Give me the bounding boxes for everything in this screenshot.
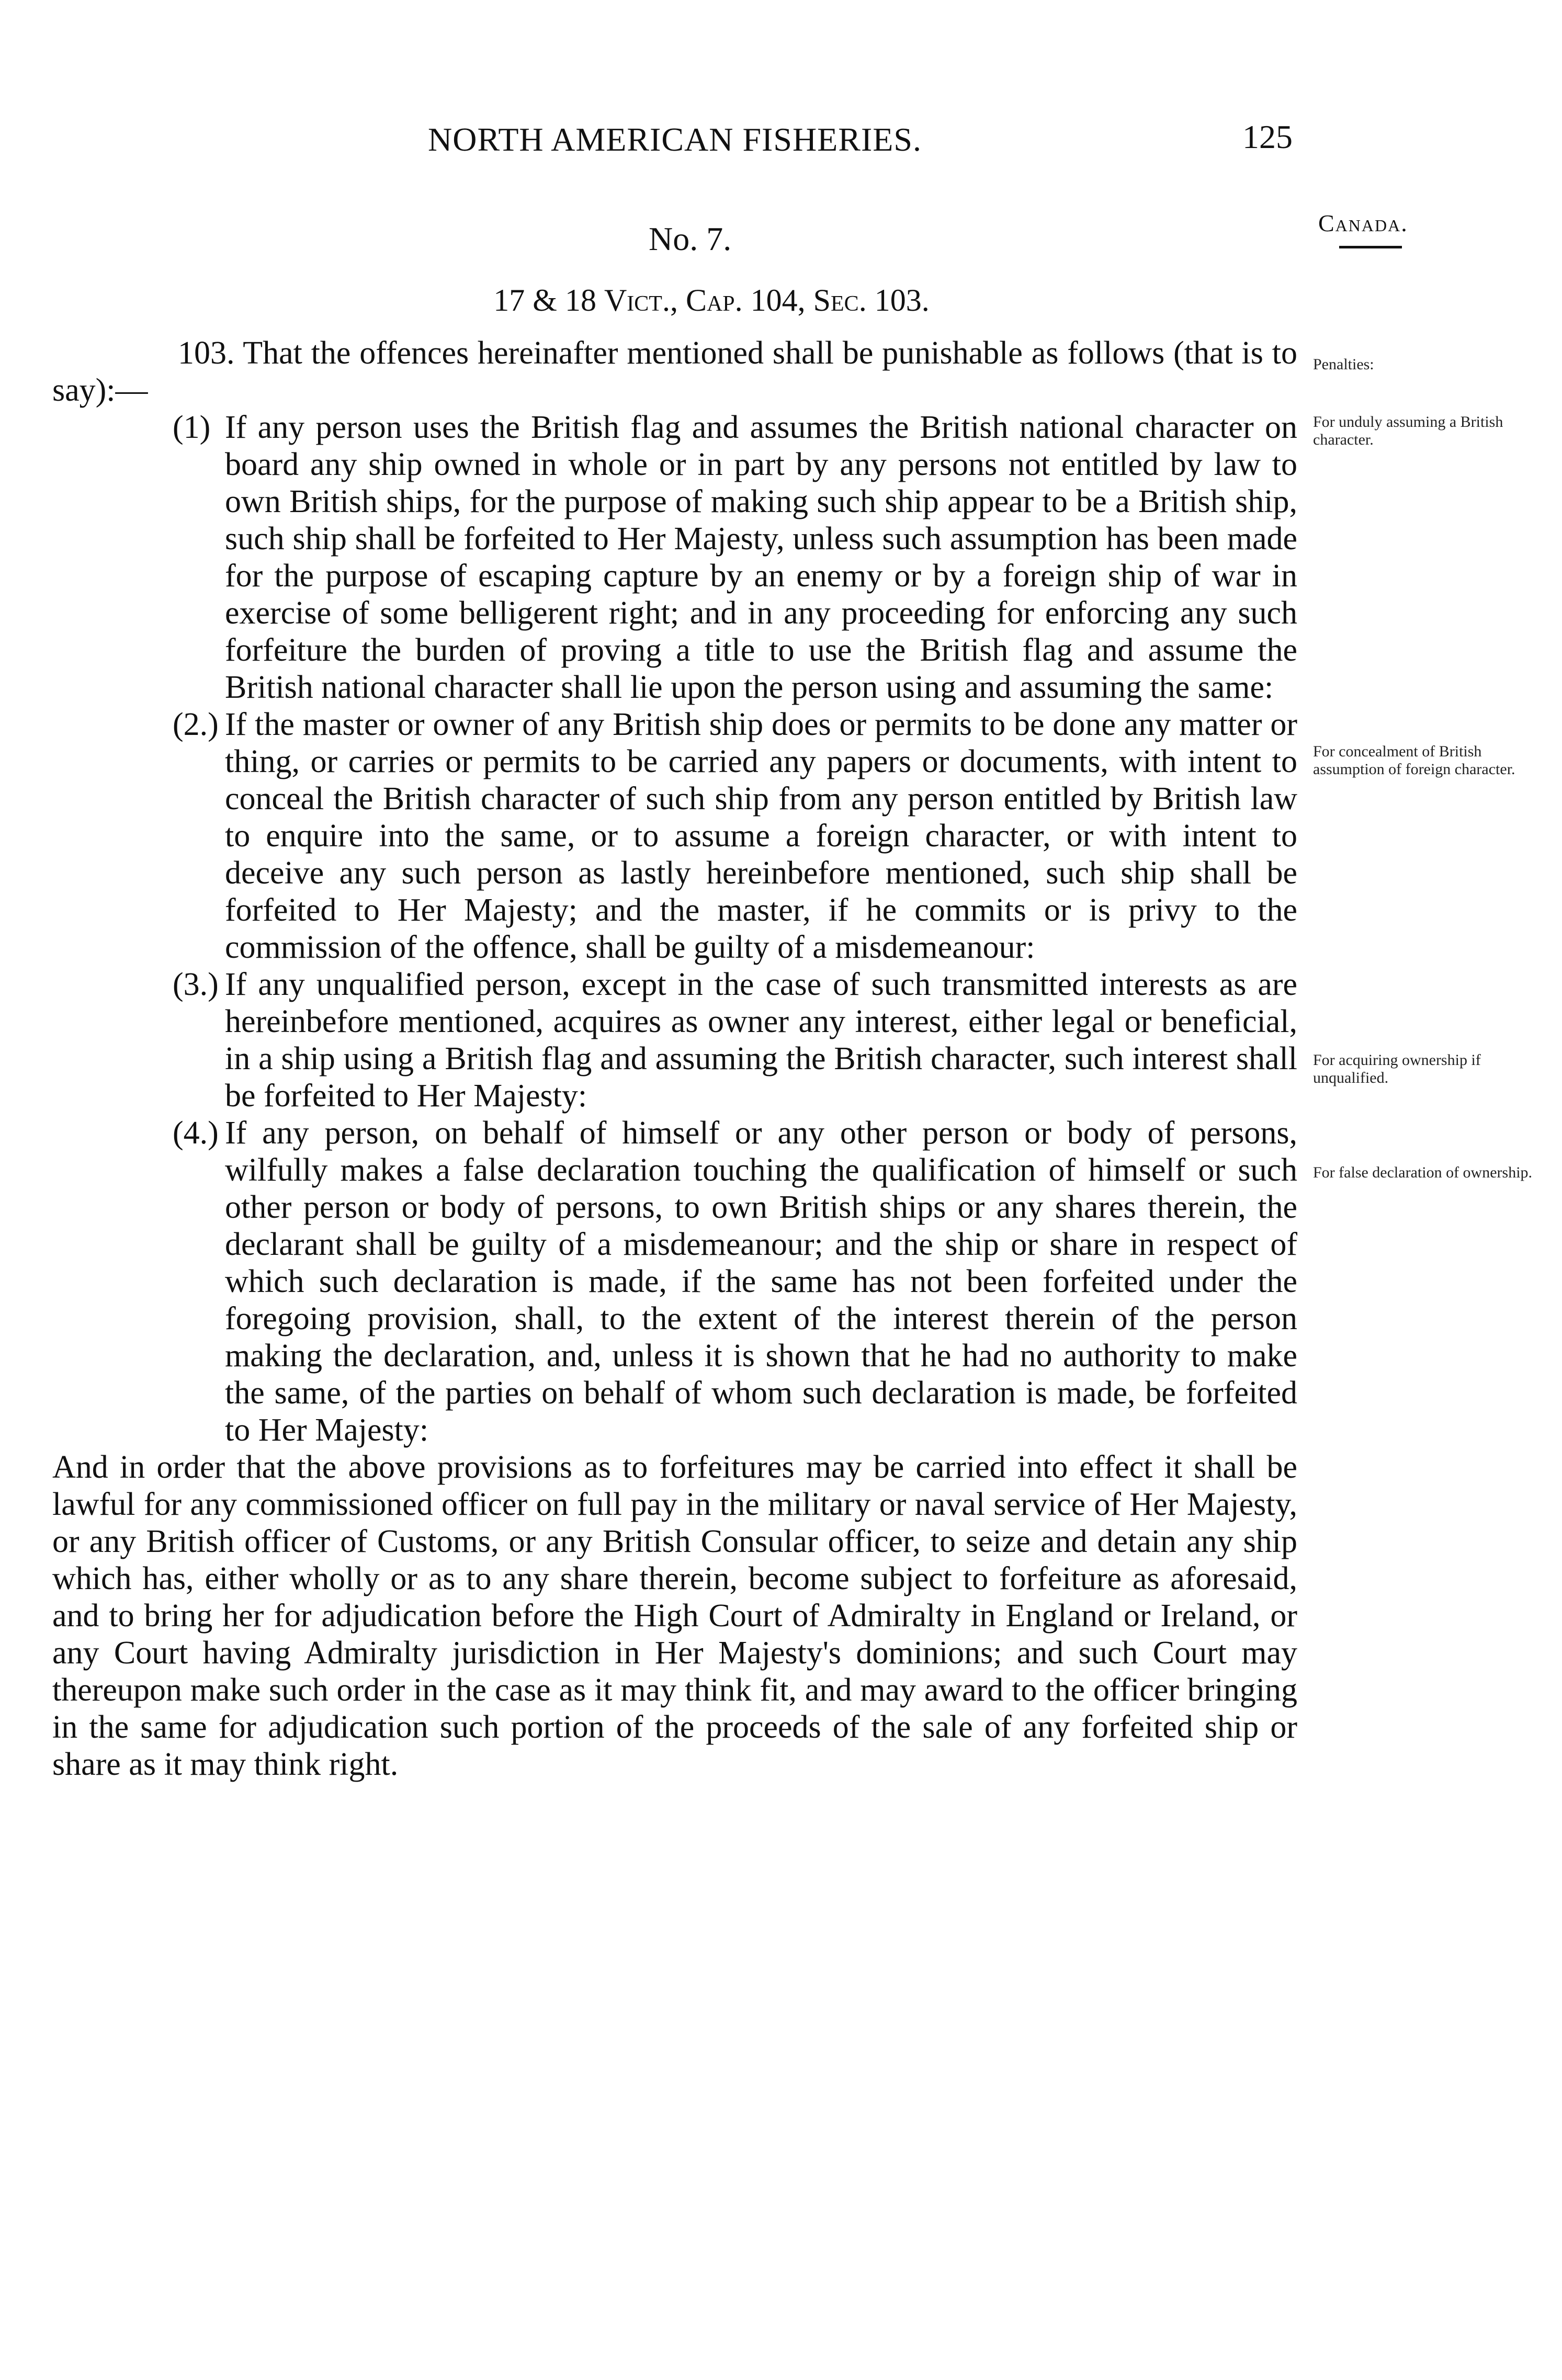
page-number: 125 [1242, 118, 1293, 155]
country-label: Canada. [1318, 210, 1408, 236]
statute-vict: Vict. [604, 283, 670, 318]
margin-note-british-character: For unduly assuming a British character. [1313, 413, 1503, 448]
margin-note-ownership: For acquiring ownership if unqualified. [1313, 1051, 1481, 1086]
item-text: If any person, on behalf of himself or any other person or body of persons, wilfully makes a false declaration touching the qualification of himself or such other person or body of persons, to own British ships or any shares therein, the declarant shall be guilty of a misdemeanour; and the ship or share in respect of which such declaration is made, if the same has not been forfeited under the foregoing provision, shall, to the extent of the interest therein of the person making the declaration, and, unless it is shown that he had no authority to make the same, of the parties on behalf of whom such declaration is made, be forfeited to Her Majesty: [225, 1115, 1297, 1448]
item-text: If any person uses the British flag and assumes the British national character on board any ship owned in whole or in part by any persons not entitled by law to own British ships, for the purpose of making such ship appear to be a British ship, such ship shall be forfeited to Her Majesty, unless such assumption has been made for the purpose of escaping capture by an enemy or by a foreign ship of war in exercise of some belligerent right; and in any proceeding for enforcing any such forfeiture the burden of proving a title to use the British flag and assume the British national character shall lie upon the person using and assuming the same: [225, 410, 1297, 705]
statute-rest: , Cap. 104, Sec. 103. [670, 283, 930, 318]
item-number: (1) [173, 410, 211, 445]
document-number: No. 7. [649, 220, 732, 257]
item-number: (3.) [173, 967, 219, 1002]
section-item-3 [52, 966, 1297, 1115]
section-item-1 [52, 409, 1297, 706]
section-final-paragraph: And in order that the above provisions as to forfeitures may be carried into effect it shall be lawful for any commissioned officer on full pay in the military or naval service of Her Majesty, or any British officer of Customs, or any British Consular officer, to seize and detain any ship which has, either wholly or as to any share therein, become subject to forfeiture as aforesaid, and to bring her for adjudication before the High Court of Admiralty in England or Ireland, or any Court having Admiralty jurisdiction in Her Majesty's dominions; and such Court may thereupon make such order in the case as it may think fit, and may award to the officer bringing in the same for adjudication such portion of the proceeds of the sale of any forfeited ship or share as it may think right. [52, 1449, 1297, 1782]
margin-note-false-declaration: For false declaration of ownership. [1313, 1164, 1533, 1181]
section-intro: 103. That the offences hereinafter mentioned shall be punishable as follows (that is to say):— [52, 335, 1297, 408]
item-number: (2.) [173, 707, 219, 742]
item-text: If the master or owner of any British ship does or permits to be done any matter or thing, or carries or permits to be carried any papers or documents, with intent to conceal the British character of such ship from any person entitled by British law to enquire into the same, or to assume a foreign character, or with intent to deceive any such person as lastly hereinbefore mentioned, such ship shall be forfeited to Her Majesty; and the master, if he commits or is privy to the commission of the offence, shall be guilty of a misdemeanour: [225, 707, 1297, 965]
section-item-4 [52, 1115, 1297, 1449]
country-rule [1339, 246, 1402, 248]
section-body [52, 335, 1297, 1783]
item-text: If any unqualified person, except in the case of such transmitted interests as are hereinbefore mentioned, acquires as owner any interest, either legal or beneficial, in a ship using a British flag and assuming the British character, such interest shall be forfeited to Her Majesty: [225, 967, 1297, 1114]
margin-note-concealment: For concealment of British assumption of foreign character. [1313, 743, 1515, 778]
running-title: NORTH AMERICAN FISHERIES. [428, 121, 922, 158]
margin-note-penalties: Penalties: [1313, 356, 1374, 373]
item-number: (4.) [173, 1115, 219, 1151]
statute-prefix: 17 & 18 [493, 283, 596, 318]
statute-citation [398, 282, 1025, 319]
section-item-2 [52, 706, 1297, 966]
